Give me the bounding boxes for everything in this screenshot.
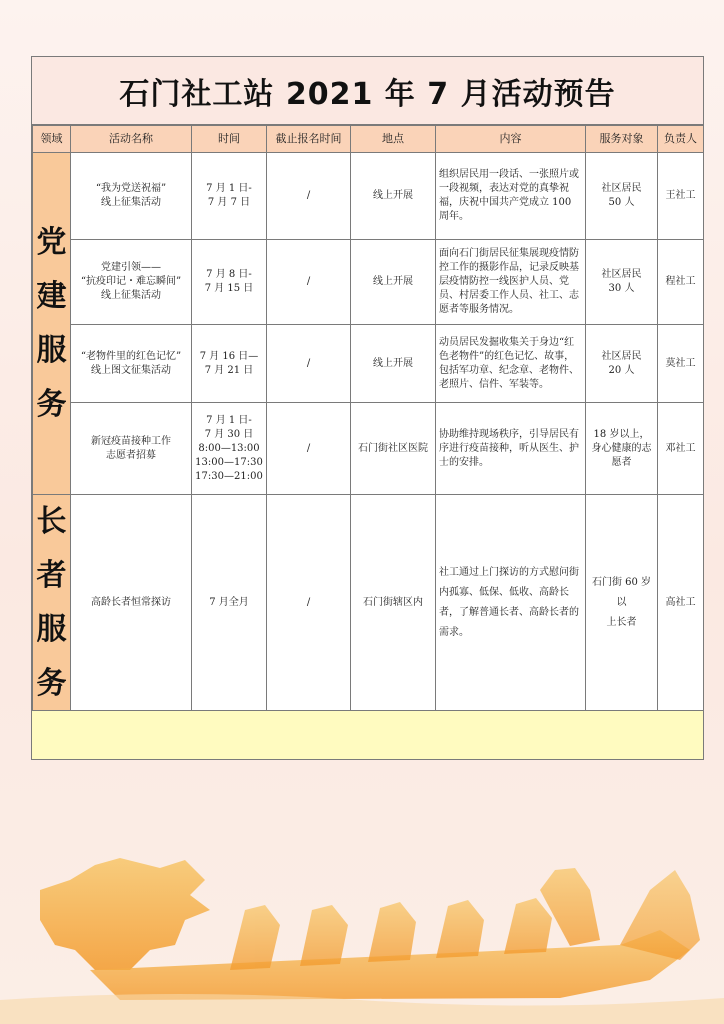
activity-deadline: / bbox=[267, 495, 351, 712]
activity-place: 线上开展 bbox=[351, 240, 436, 325]
activity-content: 动员居民发掘收集关于身边“红色老物件”的红色记忆、故事，包括军功章、纪念章、老物件、老照片、信件、军装等。 bbox=[436, 325, 586, 403]
page-title: 石门社工站 2021 年 7 月活动预告 bbox=[32, 57, 703, 125]
activity-target: 社区居民 20 人 bbox=[586, 325, 658, 403]
activity-name: 新冠疫苗接种工作 志愿者招募 bbox=[71, 403, 192, 495]
activity-target: 18 岁以上， 身心健康的志 愿者 bbox=[586, 403, 658, 495]
activity-name: “我为党送祝福” 线上征集活动 bbox=[71, 153, 192, 240]
header-domain: 领域 bbox=[33, 126, 71, 153]
activity-place: 石门街社区医院 bbox=[351, 403, 436, 495]
header-time: 时间 bbox=[192, 126, 267, 153]
activity-content: 面向石门街居民征集展现疫情防控工作的摄影作品，记录反映基层疫情防控一线医护人员、党员、村居委工作人员、社工、志愿者等服务情况。 bbox=[436, 240, 586, 325]
activity-table bbox=[32, 125, 704, 712]
empty-footer-row bbox=[32, 710, 703, 759]
activity-owner: 程社工 bbox=[658, 240, 704, 325]
activity-time: 7 月 16 日— 7 月 21 日 bbox=[192, 325, 267, 403]
activity-time: 7 月 1 日- 7 月 7 日 bbox=[192, 153, 267, 240]
header-content: 内容 bbox=[436, 126, 586, 153]
table-row bbox=[33, 153, 704, 240]
table-row bbox=[33, 325, 704, 403]
activity-content: 社工通过上门探访的方式慰问街内孤寡、低保、低收、高龄长者，了解普通长者、高龄长者的需求。 bbox=[436, 495, 586, 712]
activity-deadline: / bbox=[267, 240, 351, 325]
header-target: 服务对象 bbox=[586, 126, 658, 153]
activity-schedule-sheet bbox=[31, 56, 704, 760]
activity-name: 党建引领—— “抗疫印记・难忘瞬间” 线上征集活动 bbox=[71, 240, 192, 325]
domain-party-service: 党 建 服 务 bbox=[33, 153, 71, 495]
activity-name: “老物件里的红色记忆” 线上图文征集活动 bbox=[71, 325, 192, 403]
activity-place: 石门街辖区内 bbox=[351, 495, 436, 712]
table-row bbox=[33, 495, 704, 712]
activity-deadline: / bbox=[267, 403, 351, 495]
activity-target: 社区居民 30 人 bbox=[586, 240, 658, 325]
activity-name: 高龄长者恒常探访 bbox=[71, 495, 192, 712]
activity-deadline: / bbox=[267, 153, 351, 240]
activity-place: 线上开展 bbox=[351, 153, 436, 240]
activity-owner: 莫社工 bbox=[658, 325, 704, 403]
activity-deadline: / bbox=[267, 325, 351, 403]
activity-time: 7 月全月 bbox=[192, 495, 267, 712]
activity-target: 石门街 60 岁以 上长者 bbox=[586, 495, 658, 712]
table-row bbox=[33, 240, 704, 325]
activity-owner: 王社工 bbox=[658, 153, 704, 240]
header-owner: 负责人 bbox=[658, 126, 704, 153]
header-activity-name: 活动名称 bbox=[71, 126, 192, 153]
activity-owner: 高社工 bbox=[658, 495, 704, 712]
table-header-row bbox=[33, 126, 704, 153]
table-row bbox=[33, 403, 704, 495]
dragon-tail-shape bbox=[620, 870, 700, 960]
activity-content: 组织居民用一段话、一张照片或一段视频，表达对党的真挚祝福，庆祝中国共产党成立 100 周年。 bbox=[436, 153, 586, 240]
domain-elder-service: 长 者 服 务 bbox=[33, 495, 71, 712]
activity-place: 线上开展 bbox=[351, 325, 436, 403]
activity-time: 7 月 1 日- 7 月 30 日 8:00—13:00 13:00—17:30 17:30—21:00 bbox=[192, 403, 267, 495]
dragon-head-shape bbox=[40, 858, 210, 970]
activity-time: 7 月 8 日- 7 月 15 日 bbox=[192, 240, 267, 325]
dragon-boat-decoration bbox=[0, 850, 724, 1024]
activity-owner: 邓社工 bbox=[658, 403, 704, 495]
activity-content: 协助维持现场秩序，引导居民有序进行疫苗接种，听从医生、护士的安排。 bbox=[436, 403, 586, 495]
header-place: 地点 bbox=[351, 126, 436, 153]
activity-target: 社区居民 50 人 bbox=[586, 153, 658, 240]
header-deadline: 截止报名时间 bbox=[267, 126, 351, 153]
